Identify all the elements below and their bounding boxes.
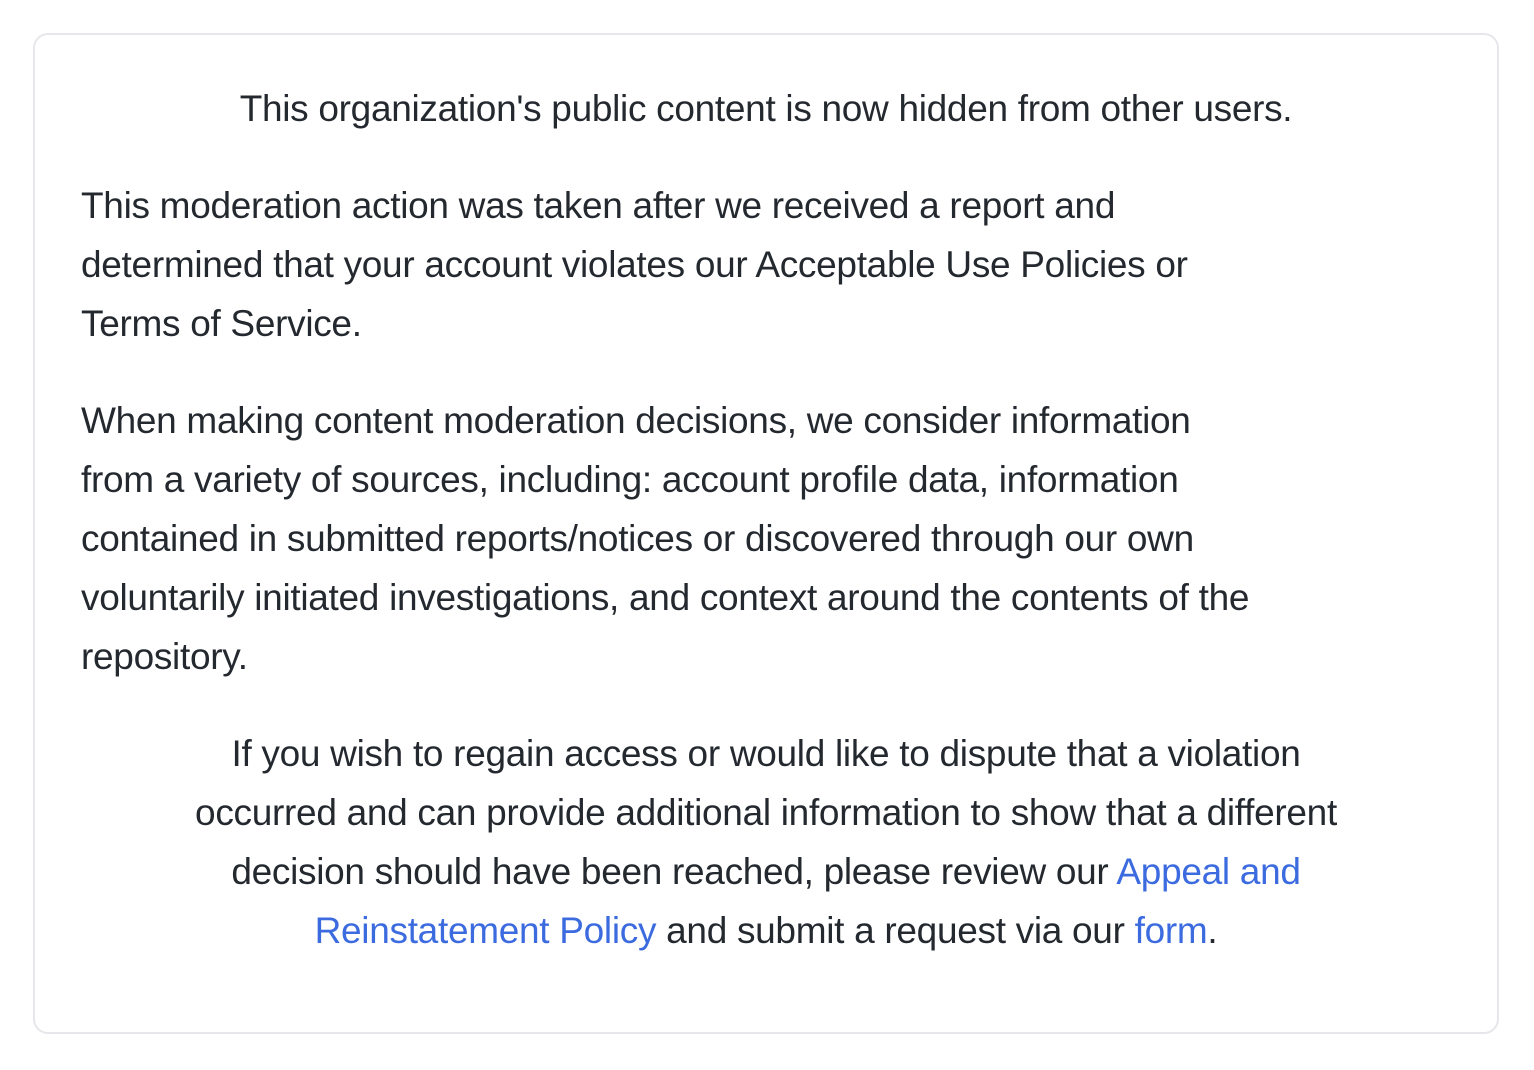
notice-paragraph-reason: This moderation action was taken after we received a report and determined that your account violates our Acceptable Use Policies or Terms of Service.	[81, 185, 1188, 344]
text-segment: .	[1207, 910, 1218, 951]
moderation-notice-card	[33, 33, 1499, 1034]
appeal-policy-link[interactable]: Appeal and Reinstatement Policy	[314, 851, 1301, 951]
notice-headline: This organization's public content is now hidden from other users.	[239, 88, 1293, 129]
text-segment: decision should have been reached, please review our	[231, 851, 1117, 892]
form-link[interactable]: form	[1134, 910, 1208, 951]
text-segment: and submit a request via our	[656, 910, 1135, 951]
text-segment: If you wish to regain access or would like to dispute that a violation	[231, 733, 1301, 774]
text-segment: occurred and can provide additional information to show that a different	[195, 792, 1337, 833]
notice-paragraph-sources: When making content moderation decisions, we consider information from a variety of sources, including: account profile data, information contained in submitted reports/notices or discovered through our own voluntarily initiated investigations, and context around the contents of the repository.	[81, 400, 1250, 677]
notice-paragraph-appeal	[81, 724, 1451, 960]
